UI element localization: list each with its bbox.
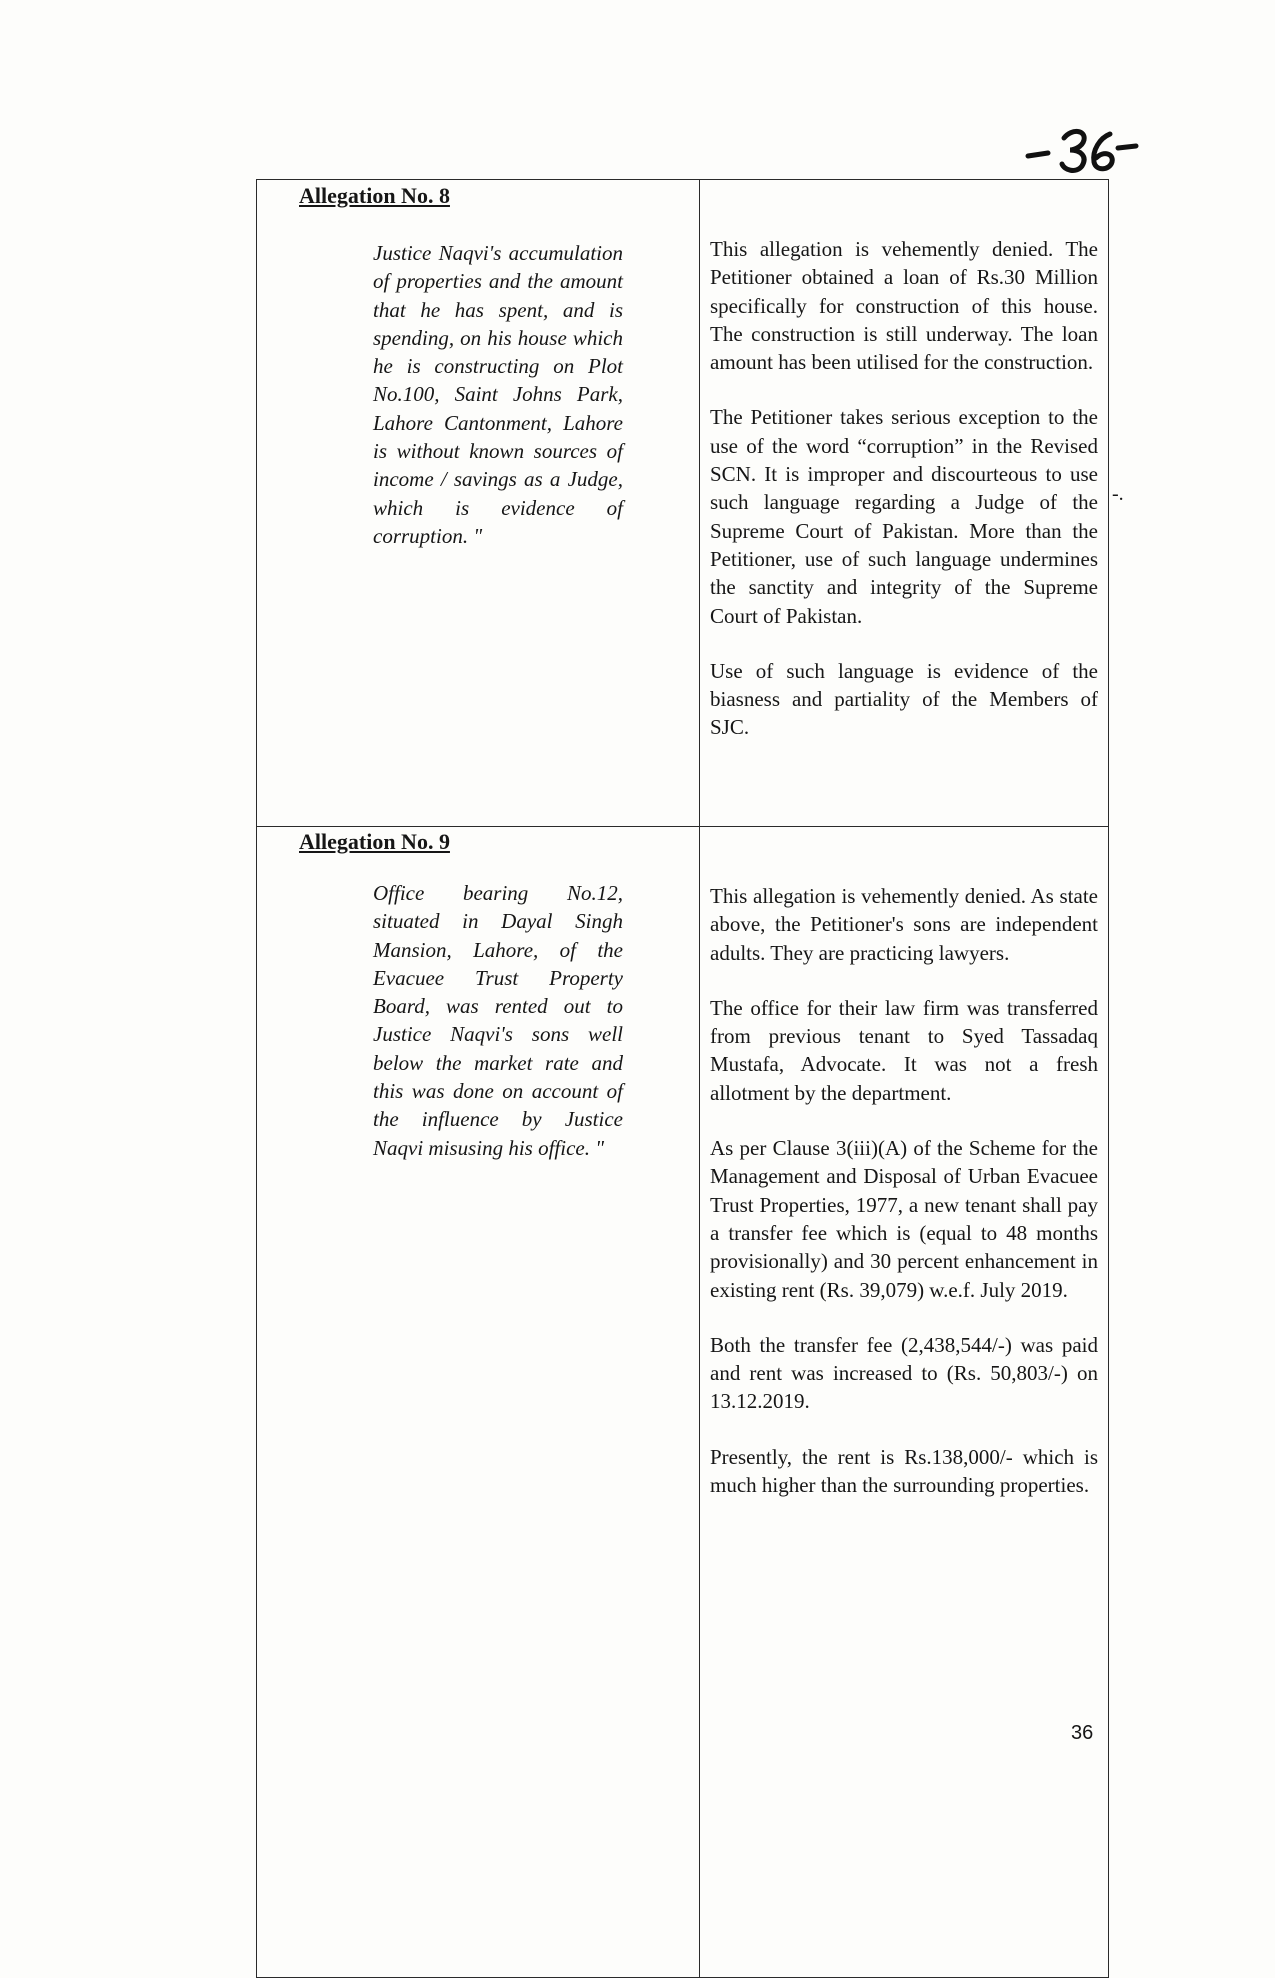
response-cell xyxy=(700,180,1109,827)
response-paragraph: As per Clause 3(iii)(A) of the Scheme for the Management and Disposal of Urban Evacuee Trust Properties, 1977, a new tenant shall pay a transfer fee which is (equal to 48 months provisionally) and 30 percent enhancement in existing rent (Rs. 39,079) w.e.f. July 2019. xyxy=(710,1136,1098,1302)
page-number: 36 xyxy=(1071,1722,1094,1744)
allegation-heading: Allegation No. 9 xyxy=(299,829,450,854)
response-cell xyxy=(700,827,1109,1978)
response-paragraph: The office for their law firm was transferred from previous tenant to Syed Tassadaq Mustafa, Advocate. It was not a fresh allotment by the department. xyxy=(710,995,1098,1105)
response-paragraph: This allegation is vehemently denied. As state above, the Petitioner's sons are independent adults. They are practicing lawyers. xyxy=(710,884,1098,965)
response-paragraph: Use of such language is evidence of the biasness and partiality of the Members of SJC. xyxy=(710,658,1098,740)
allegations-table xyxy=(256,179,1109,1978)
response-paragraph: Presently, the rent is Rs.138,000/- which is much higher than the surrounding properties. xyxy=(710,1444,1098,1498)
response-paragraph: The Petitioner takes serious exception to the use of the word “corruption” in the Revised SCN. It is improper and discourteous to use such language regarding a Judge of the Supreme Court of Pakistan. More than the Petitioner, use of such language undermines the sanctity and integrity of the Supreme Court of Pakistan. xyxy=(710,405,1098,628)
allegation-quote: Office bearing No.12, situated in Dayal Singh Mansion, Lahore, of the Evacuee Trust Property Board, was rented out to Justice Naqvi's sons well below the market rate and this was done on account of the influence by Justice Naqvi misusing his office. " xyxy=(373,881,623,1160)
margin-mark: -. xyxy=(1112,483,1124,505)
handwritten-page-mark xyxy=(1020,120,1140,180)
allegation-row xyxy=(257,827,1109,1978)
allegation-cell xyxy=(257,827,700,1978)
response-paragraph: Both the transfer fee (2,438,544/-) was paid and rent was increased to (Rs. 50,803/-) on 13.12.2019. xyxy=(710,1332,1098,1414)
response-paragraph: This allegation is vehemently denied. The Petitioner obtained a loan of Rs.30 Million specifically for construction of this house. The construction is still underway. The loan amount has been utilised for the construction. xyxy=(710,237,1098,375)
allegation-cell xyxy=(257,180,700,827)
allegation-quote: Justice Naqvi's accumulation of properties and the amount that he has spent, and is spending, on his house which he is constructing on Plot No.100, Saint Johns Park, Lahore Cantonment, Lahore is without known sources of income / savings as a Judge, which is evidence of corruption. " xyxy=(373,241,623,548)
allegation-heading: Allegation No. 8 xyxy=(299,183,450,208)
allegation-row xyxy=(257,180,1109,827)
